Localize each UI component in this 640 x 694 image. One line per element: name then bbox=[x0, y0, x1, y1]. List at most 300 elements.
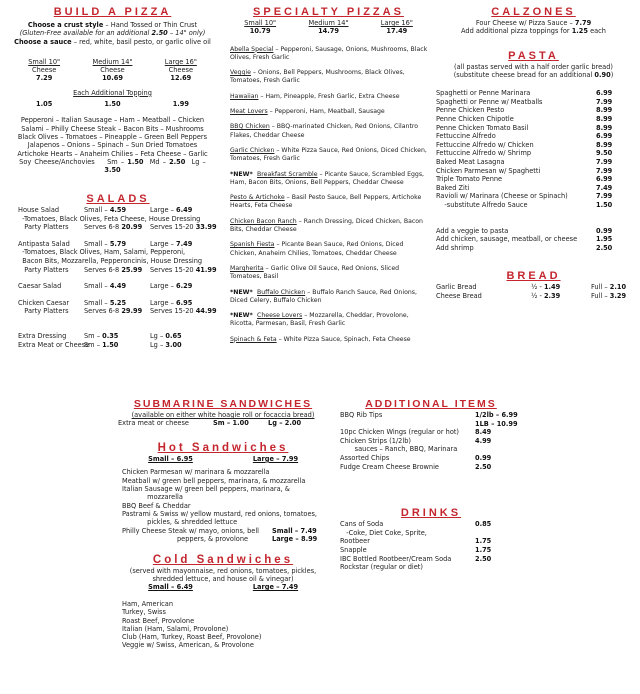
specialty-item bbox=[230, 241, 431, 258]
salad-cell bbox=[18, 291, 218, 299]
pasta-item bbox=[436, 115, 631, 124]
cold-sandwich: Italian (Ham, Salami, Provolone) bbox=[122, 624, 229, 633]
specialty-desc: – Picante Bean Sauce, Red Onions, Diced Chicken, Anaheim Chilies, Tomatoes, Cheddar Cheese bbox=[230, 241, 404, 257]
specialty-pizzas-section bbox=[226, 6, 431, 351]
salad-text: Lg – bbox=[150, 331, 166, 340]
additional-item-price: 1LB – 10.99 bbox=[475, 419, 518, 428]
bread-item bbox=[436, 292, 631, 301]
drinks-list bbox=[336, 520, 526, 572]
pasta-addon bbox=[436, 235, 631, 244]
salad-text: Bacon Bits, Mozzarella, Pepperoncinis, House Dressing bbox=[18, 256, 203, 265]
size-label: Small 10" bbox=[244, 19, 277, 27]
additional-item bbox=[340, 420, 526, 429]
salad-price: 5.79 bbox=[109, 239, 127, 248]
salad-cell bbox=[18, 340, 90, 350]
salad-row bbox=[18, 324, 218, 332]
drink-item-price bbox=[475, 563, 530, 572]
cold-sandwich: Roast Beef, Provolone bbox=[122, 616, 195, 625]
pasta-note-suffix: ) bbox=[610, 70, 614, 79]
salad-cell bbox=[150, 341, 220, 350]
soy-md: Md – bbox=[149, 157, 170, 166]
pasta-item-label: Fettuccine Alfredo bbox=[436, 132, 496, 141]
pasta-item-price: 7.99 bbox=[596, 157, 613, 166]
philly-large: Large – 8.99 bbox=[272, 535, 318, 544]
salad-text: Large – bbox=[150, 239, 177, 248]
new-badge: *NEW* bbox=[230, 312, 258, 320]
bread-name: Garlic Bread bbox=[436, 283, 477, 292]
salad-row bbox=[18, 332, 218, 341]
specialty-desc: – Pepperoni, Ham, Meatball, Sausage bbox=[267, 108, 385, 116]
specialty-item bbox=[230, 336, 431, 344]
pasta-item-label: Baked Ziti bbox=[436, 183, 470, 192]
calzone-topping-suffix: each bbox=[587, 27, 606, 36]
topping-line: Artichoke Hearts – Anaheim Chilies – Feta Cheese – Garlic bbox=[17, 149, 208, 158]
salad-cell bbox=[18, 307, 84, 316]
salad-cell bbox=[18, 215, 218, 224]
salad-price: 0.35 bbox=[102, 331, 119, 340]
pasta-addon-label: Add chicken, sausage, meatball, or cheese bbox=[436, 235, 578, 244]
calzone-topping-line bbox=[436, 27, 631, 35]
calzone-topping-text: Add additional pizza toppings for bbox=[461, 27, 572, 36]
salad-cell bbox=[84, 307, 150, 316]
pasta-item-price: 7.99 bbox=[596, 97, 613, 106]
salad-cell bbox=[18, 206, 84, 215]
bread-half: ½ - 1.49 bbox=[531, 283, 561, 292]
pasta-item bbox=[436, 192, 631, 201]
bread-full: Full – 3.29 bbox=[591, 291, 627, 300]
topping-price: 1.50 bbox=[104, 100, 121, 109]
salad-cell bbox=[150, 223, 220, 232]
salad-row bbox=[18, 206, 218, 215]
drink-item-label: Rootbeer bbox=[340, 537, 370, 546]
additional-item-label: Assorted Chips bbox=[340, 453, 390, 462]
pasta-addon bbox=[436, 227, 631, 236]
pasta-item-label: Spaghetti or Penne w/ Meatballs bbox=[436, 97, 543, 106]
extra-label: Extra meat or cheese bbox=[118, 419, 189, 428]
salad-text: Small – bbox=[84, 298, 110, 307]
specialty-desc: – Pepperoni, Sausage, Onions, Mushrooms, Black Olives, Fresh Garlic bbox=[230, 45, 428, 61]
salad-text: Sm – bbox=[84, 340, 103, 349]
specialty-desc: – Garlic Olive Oil Sauce, Red Onions, Sliced Tomatoes, Basil bbox=[230, 264, 400, 281]
salad-price: 7.49 bbox=[176, 239, 193, 248]
salad-text: Extra Meat or Cheese bbox=[18, 340, 90, 349]
salad-row bbox=[18, 215, 218, 224]
salad-text: Lg – bbox=[150, 340, 166, 349]
salad-price: 6.29 bbox=[176, 282, 193, 291]
pasta-list bbox=[436, 89, 631, 209]
pasta-item-label: Penne Chicken Pesto bbox=[436, 106, 505, 115]
additional-item-price: 8.49 bbox=[475, 428, 492, 437]
bread-full: Full – 2.10 bbox=[591, 283, 627, 292]
soy-label: Soy Cheese/Anchovies bbox=[19, 157, 95, 166]
specialty-desc: – White Pizza Sauce, Spinach, Feta Cheese bbox=[276, 335, 411, 343]
additional-item-price bbox=[475, 445, 530, 454]
salad-price: 6.95 bbox=[176, 298, 193, 307]
specialty-item bbox=[230, 69, 431, 86]
specialty-item bbox=[230, 108, 431, 116]
salad-cell bbox=[18, 316, 218, 324]
hot-small-price: Small – 6.95 bbox=[148, 454, 193, 463]
specialty-item bbox=[230, 265, 431, 282]
drink-item bbox=[340, 546, 526, 555]
gluten-suffix: – 14" only) bbox=[167, 29, 206, 38]
additional-item bbox=[340, 411, 526, 420]
salad-cell bbox=[18, 282, 84, 291]
pasta-item-price: 7.49 bbox=[596, 183, 613, 192]
soy-md-price: 2.50 bbox=[169, 157, 186, 166]
pasta-item-price: 9.50 bbox=[596, 149, 613, 158]
additional-item-label: 10pc Chicken Wings (regular or hot) bbox=[340, 428, 460, 437]
section-title: SPECIALTY PIZZAS bbox=[253, 6, 404, 18]
salad-cell bbox=[18, 324, 218, 332]
pasta-item bbox=[436, 149, 631, 158]
salad-cell bbox=[84, 206, 150, 215]
specialty-name: Buffalo Chicken bbox=[257, 288, 306, 296]
new-badge: *NEW* bbox=[230, 170, 258, 178]
pasta-item bbox=[436, 106, 631, 115]
size-price: 10.79 bbox=[249, 27, 271, 36]
specialty-desc: – White Pizza Sauce, Red Onions, Diced Chicken, Tomatoes, Fresh Garlic bbox=[230, 146, 427, 163]
bread-half-price: 1.49 bbox=[543, 283, 561, 292]
topping-line: Pepperoni – Italian Sausage – Ham – Meatball – Chicken bbox=[20, 116, 205, 125]
pizza-sizes bbox=[10, 58, 215, 83]
salad-row bbox=[18, 240, 218, 249]
pasta-item-price: 7.99 bbox=[596, 192, 613, 201]
specialty-item bbox=[230, 218, 431, 235]
additional-item-label: Chicken Strips (1/2lb) bbox=[340, 436, 411, 445]
size-price: 17.49 bbox=[386, 27, 408, 36]
pasta-note-2 bbox=[436, 71, 631, 79]
drink-item-price: 1.75 bbox=[475, 545, 492, 554]
drink-item-label: IBC Bottled Rootbeer/Cream Soda bbox=[340, 554, 452, 563]
size-price: 7.29 bbox=[36, 74, 53, 83]
salad-row bbox=[18, 232, 218, 240]
pasta-item-label: Ravioli w/ Marinara (Cheese or Spinach) bbox=[436, 192, 568, 201]
salad-cell bbox=[18, 257, 218, 266]
salad-cell bbox=[18, 274, 218, 282]
size-large bbox=[147, 58, 215, 83]
specialty-name: Meat Lovers bbox=[230, 108, 268, 116]
salad-cell bbox=[84, 240, 150, 249]
specialty-name: Spinach & Feta bbox=[230, 335, 277, 343]
hot-sandwich: pickles, & shredded lettuce bbox=[122, 518, 238, 527]
salads-section bbox=[18, 193, 218, 349]
pasta-item bbox=[436, 158, 631, 167]
topping-line: Salami – Philly Cheese Steak – Bacon Bits – Mushrooms bbox=[21, 124, 204, 133]
specialty-desc: – Basil Pesto Sauce, Bell Peppers, Artichoke Hearts, Feta Cheese bbox=[230, 194, 422, 210]
salad-text: Party Platters bbox=[18, 307, 69, 316]
size-medium bbox=[294, 19, 362, 36]
salad-row bbox=[18, 266, 218, 275]
specialty-desc: – Picante Sauce, Scrambled Eggs, Ham, Bacon Bits, Onions, Bell Peppers, Cheddar Cheese bbox=[230, 170, 425, 186]
salad-text: Antipasta Salad bbox=[18, 239, 70, 248]
pasta-item bbox=[436, 132, 631, 141]
salad-row bbox=[18, 274, 218, 282]
specialty-item bbox=[230, 93, 431, 101]
drink-item-label: -Coke, Diet Coke, Sprite, bbox=[340, 528, 427, 537]
pasta-item bbox=[436, 124, 631, 133]
salad-cell bbox=[150, 332, 220, 341]
size-small bbox=[226, 19, 294, 36]
calzone-price: 7.79 bbox=[574, 19, 592, 27]
salad-cell bbox=[18, 223, 84, 232]
calzone-line bbox=[436, 19, 631, 27]
specialty-item bbox=[230, 46, 431, 63]
philly-row-2 bbox=[118, 535, 328, 544]
crust-line bbox=[10, 21, 215, 29]
bread-list bbox=[436, 283, 631, 300]
additional-item-price: 4.99 bbox=[475, 436, 492, 445]
salad-price: 5.25 bbox=[109, 298, 127, 307]
bread-full-price: 2.10 bbox=[609, 283, 627, 292]
specialty-sizes bbox=[226, 19, 431, 36]
salad-text: Sm – bbox=[84, 331, 103, 340]
salad-text: Large – bbox=[150, 282, 177, 291]
bread-half-price: 2.39 bbox=[543, 291, 561, 300]
calzone-topping-price: 1.25 bbox=[571, 27, 588, 36]
salad-text: Large – bbox=[150, 298, 177, 307]
specialty-desc: – BBQ-marinated Chicken, Red Onions, Cilantro Flakes, Cheddar Cheese bbox=[230, 123, 419, 139]
size-medium bbox=[78, 58, 146, 83]
additional-item-label bbox=[340, 420, 475, 429]
additional-item bbox=[340, 463, 526, 472]
specialty-name: Garlic Chicken bbox=[230, 146, 275, 154]
salad-price: 3.00 bbox=[165, 340, 182, 349]
topping-price: 1.99 bbox=[172, 100, 189, 109]
philly-text-2: peppers, & provolone bbox=[177, 535, 249, 544]
section-title: BUILD A PIZZA bbox=[53, 6, 172, 18]
hot-sizes bbox=[118, 455, 328, 464]
topping-label: Each Additional Topping bbox=[73, 88, 152, 97]
cold-sizes bbox=[118, 583, 328, 592]
subs-note: (available on either white hoagie roll or focaccia bread) bbox=[131, 411, 315, 419]
pasta-addon-price: 2.50 bbox=[596, 243, 613, 252]
drinks-title: DRINKS bbox=[400, 507, 462, 520]
hot-sandwich: Meatball w/ green bell peppers, marinara, & mozzarella bbox=[122, 476, 306, 485]
pasta-item-label: Fettuccine Alfredo w/ Shrimp bbox=[436, 149, 532, 158]
specialty-desc: – Mozzarella, Cheddar, Provolone, Ricotta, Parmesan, Basil, Fresh Garlic bbox=[230, 312, 409, 328]
drink-item bbox=[340, 520, 526, 529]
sauce-text: – red, white, basil pesto, or garlic olive oil bbox=[71, 37, 211, 46]
specialty-name: Cheese Lovers bbox=[257, 312, 303, 320]
hot-sandwich: Pastrami & Swiss w/ yellow mustard, red onions, tomatoes, bbox=[122, 509, 318, 518]
specialty-name: Breakfast Scramble bbox=[257, 170, 318, 178]
hot-sandwich: Italian Sausage w/ green bell peppers, marinara, & bbox=[122, 485, 290, 494]
salad-cell bbox=[84, 332, 150, 341]
salad-row bbox=[18, 291, 218, 299]
size-label: Medium 14" bbox=[92, 57, 133, 66]
salad-price: 1.50 bbox=[102, 340, 119, 349]
drink-item bbox=[340, 563, 526, 572]
salad-text: Caesar Salad bbox=[18, 282, 62, 291]
salad-price: 44.99 bbox=[195, 307, 217, 316]
salad-cell bbox=[150, 206, 220, 215]
specialty-name: BBQ Chicken bbox=[230, 123, 270, 131]
pasta-item-price: 7.99 bbox=[596, 166, 613, 175]
section-title: SALADS bbox=[86, 193, 150, 205]
salad-text: Serves 6-8 bbox=[84, 265, 122, 274]
additional-list bbox=[336, 411, 526, 471]
cold-large-price: Large – 7.49 bbox=[252, 583, 299, 592]
pasta-addon-price: 1.95 bbox=[596, 235, 613, 244]
pasta-item bbox=[436, 201, 631, 210]
specialty-item bbox=[230, 312, 431, 329]
gluten-line bbox=[10, 29, 215, 37]
salad-text: House Salad bbox=[18, 206, 60, 214]
additional-item-label: BBQ Rib Tips bbox=[340, 411, 383, 419]
salad-text: Party Platters bbox=[18, 265, 69, 274]
pasta-item-label: Penne Chicken Chipotle bbox=[436, 114, 514, 123]
hot-sandwich: Chicken Parmesan w/ marinara & mozzarella bbox=[122, 468, 270, 477]
bread-half: ½ - 2.39 bbox=[531, 291, 561, 300]
soy-lg: Lg – bbox=[191, 157, 206, 166]
sauce-label: Choose a sauce bbox=[14, 37, 72, 46]
topping-prices bbox=[10, 100, 215, 108]
pasta-addons bbox=[436, 227, 631, 253]
salad-row bbox=[18, 341, 218, 350]
pasta-note-text: (substitute cheese bread for an additional bbox=[453, 70, 595, 79]
cold-sandwich: Club (Ham, Turkey, Roast Beef, Provolone) bbox=[122, 633, 262, 642]
size-label: Large 16" bbox=[380, 19, 413, 27]
salad-cell bbox=[18, 248, 218, 257]
cold-title: Cold Sandwiches bbox=[152, 553, 294, 566]
specialty-name: Abella Special bbox=[230, 45, 274, 53]
drink-item bbox=[340, 529, 526, 538]
philly-row bbox=[118, 527, 328, 536]
salad-price: 41.99 bbox=[195, 265, 217, 274]
pasta-item-price: 8.99 bbox=[596, 106, 613, 115]
salad-price: 0.65 bbox=[165, 331, 182, 340]
specialty-name: Pesto & Artichoke bbox=[230, 194, 285, 202]
pasta-item-price: 8.99 bbox=[596, 114, 613, 123]
specialty-desc: – Onions, Bell Peppers, Mushrooms, Black Olives, Tomatoes, Fresh Garlic bbox=[230, 69, 405, 85]
pasta-item-label: Chicken Parmesan w/ Spaghetti bbox=[436, 166, 541, 175]
pasta-item bbox=[436, 184, 631, 193]
salad-text: Serves 15-20 bbox=[150, 223, 196, 232]
salad-cell bbox=[84, 266, 150, 275]
submarine-sandwiches-section bbox=[118, 398, 328, 650]
salad-price: 4.49 bbox=[109, 282, 127, 291]
specialty-item bbox=[230, 147, 431, 164]
additional-item-label: sauces – Ranch, BBQ, Marinara bbox=[340, 445, 458, 454]
drink-item-price: 1.75 bbox=[475, 537, 492, 546]
specialty-name: Margherita bbox=[230, 264, 264, 272]
specialty-desc: – Ham, Pineapple, Fresh Garlic, Extra Cheese bbox=[258, 92, 400, 100]
toppings-list bbox=[10, 116, 215, 157]
drink-item bbox=[340, 537, 526, 546]
topping-line: Black Olives – Tomatoes – Pineapple – Green Bell Peppers bbox=[17, 132, 208, 141]
soy-line bbox=[10, 158, 215, 175]
salad-text: -Tomatoes, Black Olives, Ham, Salami, Pepperoni, bbox=[18, 248, 186, 257]
additional-item-price: 2.50 bbox=[475, 462, 492, 471]
size-price: 12.69 bbox=[170, 74, 192, 83]
bread-item bbox=[436, 283, 631, 292]
cold-note-2: shredded lettuce, and house oil & vinegar) bbox=[152, 575, 294, 584]
salad-cell bbox=[150, 299, 220, 308]
additional-item bbox=[340, 437, 526, 446]
pasta-addon-price: 0.99 bbox=[596, 226, 613, 235]
hot-sandwich: BBQ Beef & Cheddar bbox=[122, 501, 191, 510]
hot-title: Hot Sandwiches bbox=[157, 441, 289, 454]
pasta-note-price: 0.90 bbox=[594, 70, 611, 79]
cold-sandwich: Turkey, Swiss bbox=[122, 608, 166, 617]
size-large bbox=[363, 19, 431, 36]
salad-cell bbox=[84, 341, 150, 350]
salad-row bbox=[18, 248, 218, 257]
drink-item-label: Snapple bbox=[340, 545, 367, 554]
hot-list bbox=[118, 468, 328, 526]
pasta-item-label: Spaghetti or Penne Marinara bbox=[436, 89, 531, 98]
specialty-item bbox=[230, 171, 431, 188]
bread-name: Cheese Bread bbox=[436, 291, 482, 300]
hot-sandwich: mozzarella bbox=[122, 493, 183, 502]
pasta-item-label: Penne Chicken Tomato Basil bbox=[436, 123, 529, 132]
specialty-desc: – Buffalo Ranch Sauce, Red Onions, Diced Celery, Buffalo Chicken bbox=[230, 288, 417, 304]
drink-item-price bbox=[475, 529, 530, 538]
salad-row bbox=[18, 257, 218, 266]
size-sub: Cheese bbox=[100, 66, 125, 75]
salad-text: Serves 6-8 bbox=[84, 223, 122, 232]
salad-text: Small – bbox=[84, 206, 110, 214]
size-price: 10.69 bbox=[102, 74, 123, 83]
new-badge: *NEW* bbox=[230, 288, 258, 296]
cold-list bbox=[118, 600, 328, 650]
calzone-text: Four Cheese w/ Pizza Sauce – bbox=[475, 19, 575, 27]
salad-cell bbox=[84, 299, 150, 308]
drink-item-label: Cans of Soda bbox=[340, 520, 384, 529]
salad-text: Serves 15-20 bbox=[150, 265, 196, 274]
salad-text: Serves 6-8 bbox=[84, 307, 122, 316]
size-sub: Cheese bbox=[168, 66, 194, 75]
specialty-list bbox=[226, 46, 431, 344]
additional-item-label: Fudge Cream Cheese Brownie bbox=[340, 462, 439, 471]
pasta-item bbox=[436, 98, 631, 107]
salad-text: -Tomatoes, Black Olives, Feta Cheese, House Dressing bbox=[18, 214, 201, 223]
drink-item-price: 0.85 bbox=[475, 520, 492, 529]
bread-title: BREAD bbox=[506, 270, 561, 283]
gluten-price: 2.50 bbox=[151, 29, 168, 38]
salad-cell bbox=[150, 307, 220, 316]
section-title: ADDITIONAL ITEMS bbox=[365, 398, 497, 410]
extra-meat-row bbox=[118, 419, 328, 428]
philly-text: Philly Cheese Steak w/ mayo, onions, bell bbox=[122, 526, 260, 535]
salad-price: 33.99 bbox=[195, 223, 217, 232]
pasta-item-label: Baked Meat Lasagna bbox=[436, 157, 505, 166]
size-price: 14.79 bbox=[318, 27, 339, 36]
drink-item bbox=[340, 555, 526, 564]
cold-sandwich: Ham, American bbox=[122, 599, 173, 608]
extra-sm-price: Sm – 1.00 bbox=[213, 419, 249, 428]
specialty-item bbox=[230, 289, 431, 306]
additional-items-section bbox=[336, 398, 526, 572]
pasta-item bbox=[436, 89, 631, 98]
salad-text: Chicken Caesar bbox=[18, 298, 70, 307]
pasta-addon-label: Add shrimp bbox=[436, 243, 474, 252]
specialty-name: Spanish Fiesta bbox=[230, 241, 275, 249]
drink-item-label: Rockstar (regular or diet) bbox=[340, 563, 423, 572]
salad-cell bbox=[18, 266, 84, 275]
salad-price: 4.59 bbox=[109, 206, 127, 214]
specialty-name: Chicken Bacon Ranch bbox=[230, 217, 297, 225]
pasta-addon-label: Add a veggie to pasta bbox=[436, 226, 509, 235]
soy-lg-price: 3.50 bbox=[104, 166, 121, 175]
bread-full-price: 3.29 bbox=[609, 291, 627, 300]
salad-cell bbox=[84, 282, 150, 291]
pasta-item-price: 8.99 bbox=[596, 140, 613, 149]
size-sub: Cheese bbox=[31, 66, 57, 75]
pasta-item-price: 6.99 bbox=[596, 89, 613, 98]
salad-cell bbox=[18, 332, 84, 341]
